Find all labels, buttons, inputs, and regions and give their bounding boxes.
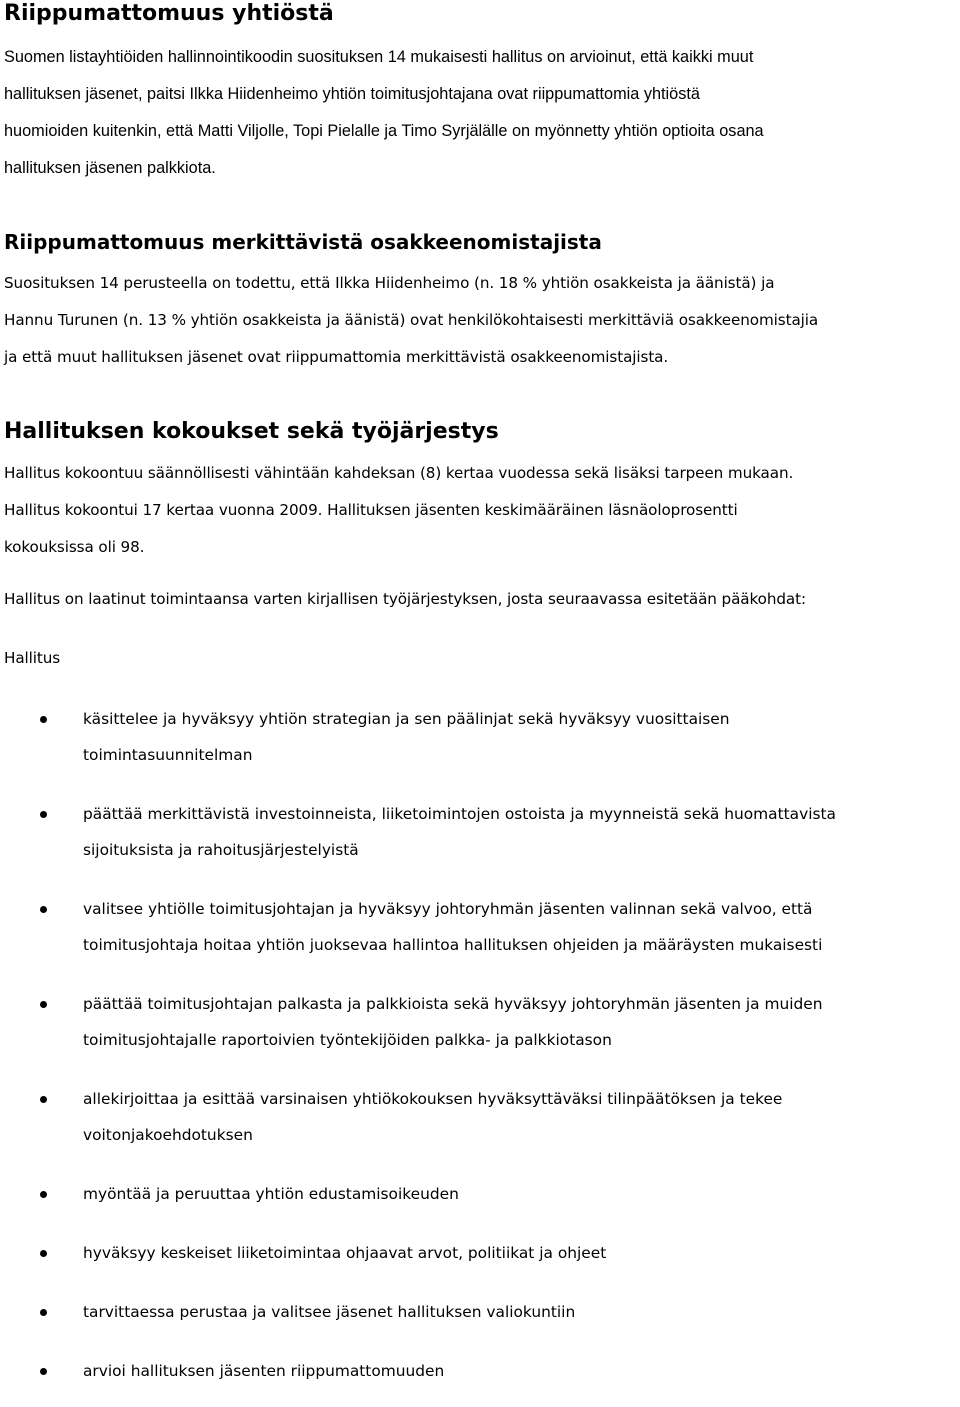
list-item-text: päättää toimitusjohtajan palkasta ja palkkioista sekä hyväksyy johtoryhmän jäsenten ja muiden [83,995,823,1013]
list-item [4,986,958,1058]
bullet-icon [40,1250,47,1257]
paragraph-line: huomioiden kuitenkin, että Matti Viljolle, Topi Pielalle ja Timo Syrjälälle on myönnetty yhtiön optioita osana [4,122,764,140]
list-item [4,1235,958,1271]
paragraph-line: Hallitus kokoontuu säännöllisesti vähintään kahdeksan (8) kertaa vuodessa sekä lisäksi tarpeen mukaan. [4,464,794,482]
list-item [4,1176,958,1212]
list-item-text: allekirjoittaa ja esittää varsinaisen yhtiökokouksen hyväksyttäväksi tilinpäätöksen ja tekee [83,1090,783,1108]
rules-intro: Hallitus on laatinut toimintaansa varten kirjallisen työjärjestyksen, josta seuraavassa esitetään pääkohdat: [4,590,806,608]
bullet-icon [40,716,47,723]
paragraph-line: Suosituksen 14 perusteella on todettu, että Ilkka Hiidenheimo (n. 18 % yhtiön osakkeista ja äänistä) ja [4,274,775,292]
list-item-text: toimitusjohtaja hoitaa yhtiön juoksevaa hallintoa hallituksen ohjeiden ja määräysten mukaisesti [83,936,823,954]
paragraph-line: kokouksissa oli 98. [4,538,145,556]
paragraph-line: Hallitus kokoontui 17 kertaa vuonna 2009. Hallituksen jäsenten keskimääräinen läsnäoloprosentti [4,501,738,519]
paragraph-line: Hannu Turunen (n. 13 % yhtiön osakkeista ja äänistä) ovat henkilökohtaisesti merkittäviä osakkeenomistajia [4,311,819,329]
list-item-text: valitsee yhtiölle toimitusjohtajan ja hyväksyy johtoryhmän jäsenten valinnan sekä valvoo, että [83,900,813,918]
list-item [4,1353,958,1389]
board-duties-list [4,701,958,1389]
section-heading-independence-company: Riippumattomuus yhtiöstä [4,1,334,26]
list-item-text: päättää merkittävistä investoinneista, liiketoimintojen ostoista ja myynneistä sekä huomattavista [83,805,836,823]
paragraph-line: ja että muut hallituksen jäsenet ovat riippumattomia merkittävistä osakkeenomistajista. [4,348,669,366]
list-item [4,796,958,868]
list-item-text: myöntää ja peruuttaa yhtiön edustamisoikeuden [83,1185,459,1203]
list-item [4,701,958,773]
list-item-text: voitonjakoehdotuksen [83,1126,253,1144]
list-item-text: toimitusjohtajalle raportoivien työntekijöiden palkka- ja palkkiotason [83,1031,612,1049]
list-item [4,1294,958,1330]
bullet-icon [40,1001,47,1008]
bullet-icon [40,1096,47,1103]
paragraph-line: Suomen listayhtiöiden hallinnointikoodin suosituksen 14 mukaisesti hallitus on arvioinut, että kaikki muut [4,48,754,66]
list-item-text: sijoituksista ja rahoitusjärjestelyistä [83,841,359,859]
list-item-text: käsittelee ja hyväksyy yhtiön strategian ja sen päälinjat sekä hyväksyy vuosittaisen [83,710,730,728]
list-item-text: toimintasuunnitelman [83,746,253,764]
document-page [4,0,958,1389]
bullet-icon [40,906,47,913]
bullet-icon [40,1368,47,1375]
list-item-text: arvioi hallituksen jäsenten riippumattomuuden [83,1362,445,1380]
paragraph-line: hallituksen jäsenet, paitsi Ilkka Hiidenheimo yhtiön toimitusjohtajana ovat riippumattomia yhtiöstä [4,85,700,103]
list-item [4,1081,958,1153]
bullet-icon [40,1191,47,1198]
list-item [4,891,958,963]
section-heading-board-meetings: Hallituksen kokoukset sekä työjärjestys [4,419,499,444]
paragraph-line: hallituksen jäsenen palkkiota. [4,159,216,177]
section-heading-independence-shareholders: Riippumattomuus merkittävistä osakkeenomistajista [4,230,602,254]
bullet-icon [40,1309,47,1316]
list-item-text: tarvittaessa perustaa ja valitsee jäsenet hallituksen valiokuntiin [83,1303,576,1321]
bullet-icon [40,811,47,818]
list-item-text: hyväksyy keskeiset liiketoimintaa ohjaavat arvot, politiikat ja ohjeet [83,1244,607,1262]
rules-subject: Hallitus [4,649,61,667]
